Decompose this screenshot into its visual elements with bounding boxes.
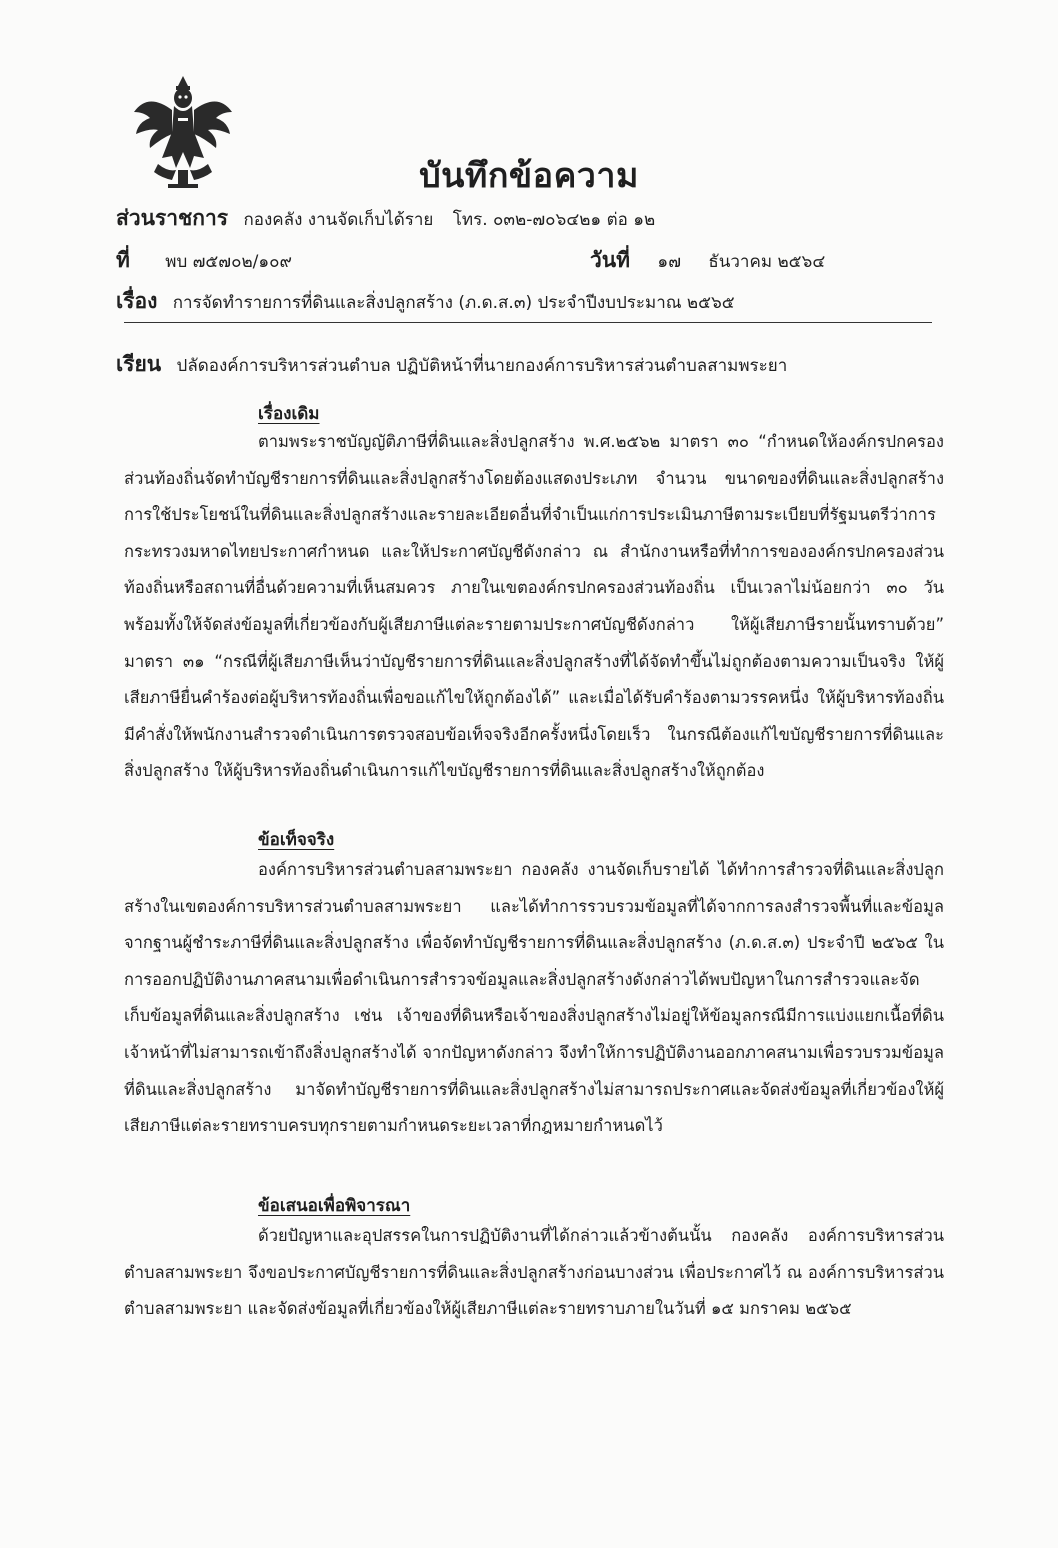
phone-value: โทร. ๐๓๒-๗๐๖๔๒๑ ต่อ ๑๒ [452,210,656,230]
salutation-value: ปลัดองค์การบริหารส่วนตำบล ปฏิบัติหน้าที่นายกองค์การบริหารส่วนตำบลสามพระยา [176,356,788,376]
date-month-year: ธันวาคม ๒๕๖๔ [708,252,826,272]
header-divider [124,322,932,323]
date-day: ๑๗ [657,252,681,272]
reference-label: ที่ [116,248,130,272]
salutation-label: เรียน [116,352,162,376]
section-heading-proposal: ข้อเสนอเพื่อพิจารณา [258,1196,411,1216]
subject-label: เรื่อง [116,289,158,313]
reference-row [116,244,306,277]
subject-row [116,285,735,318]
section-body-facts: องค์การบริหารส่วนตำบลสามพระยา กองคลัง งานจัดเก็บรายได้ ได้ทำการสำรวจที่ดินและสิ่งปลูกสร้างในเขตองค์การบริหารส่วนตำบลสามพระยา และได้ทำการรวบรวมข้อมูลที่ได้จากการลงสำรวจพื้นที่และข้อมูลจากฐานผู้ชำระภาษีที่ดินและสิ่งปลูกสร้าง เพื่อจัดทำบัญชีรายการที่ดินและสิ่งปลูกสร้าง (ภ.ด.ส.๓) ประจำปี ๒๕๖๕ ในการออกปฏิบัติงานภาคสนามเพื่อดำเนินการสำรวจข้อมูลและสิ่งปลูกสร้างดังกล่าวได้พบปัญหาในการสำรวจและจัดเก็บข้อมูลที่ดินและสิ่งปลูกสร้าง เช่น เจ้าของที่ดินหรือเจ้าของสิ่งปลูกสร้างไม่อยู่ให้ข้อมูลกรณีมีการแบ่งแยกเนื้อที่ดินเจ้าหน้าที่ไม่สามารถเข้าถึงสิ่งปลูกสร้างได้ จากปัญหาดังกล่าว จึงทำให้การปฏิบัติงานออกภาคสนามเพื่อรวบรวมข้อมูลที่ดินและสิ่งปลูกสร้าง มาจัดทำบัญชีรายการที่ดินและสิ่งปลูกสร้างไม่สามารถประกาศและจัดส่งข้อมูลที่เกี่ยวข้องให้ผู้เสียภาษีแต่ละรายทราบครบทุกรายตามกำหนดระยะเวลาที่กฎหมายกำหนดไว้ [124,860,944,1136]
section-heading-background: เรื่องเดิม [258,404,320,424]
department-label: ส่วนราชการ [116,206,229,230]
subject-value: การจัดทำรายการที่ดินและสิ่งปลูกสร้าง (ภ.ด.ส.๓) ประจำปีงบประมาณ ๒๕๖๕ [172,293,735,313]
salutation-row [116,348,787,381]
department-row [116,202,669,235]
department-value: กองคลัง งานจัดเก็บได้ราย [243,210,434,230]
memo-title: บันทึกข้อความ [419,156,639,196]
section-body-background: ตามพระราชบัญญัติภาษีที่ดินและสิ่งปลูกสร้าง พ.ศ.๒๕๖๒ มาตรา ๓๐ “กำหนดให้องค์กรปกครองส่วนท้องถิ่นจัดทำบัญชีรายการที่ดินและสิ่งปลูกสร้างโดยต้องแสดงประเภท จำนวน ขนาดของที่ดินและสิ่งปลูกสร้าง การใช้ประโยชน์ในที่ดินและสิ่งปลูกสร้างและรายละเอียดอื่นที่จำเป็นแก่การประเมินภาษีตามระเบียบที่รัฐมนตรีว่าการกระทรวงมหาดไทยประกาศกำหนด และให้ประกาศบัญชีดังกล่าว ณ สำนักงานหรือที่ทำการขององค์กรปกครองส่วนท้องถิ่นหรือสถานที่อื่นด้วยความที่เห็นสมควร ภายในเขตองค์กรปกครองส่วนท้องถิ่น เป็นเวลาไม่น้อยกว่า ๓๐ วัน พร้อมทั้งให้จัดส่งข้อมูลที่เกี่ยวข้องกับผู้เสียภาษีแต่ละรายตามประกาศบัญชีดังกล่าว ให้ผู้เสียภาษีรายนั้นทราบด้วย” มาตรา ๓๑ “กรณีที่ผู้เสียภาษีเห็นว่าบัญชีรายการที่ดินและสิ่งปลูกสร้างที่ได้จัดทำขึ้นไม่ถูกต้องตามความเป็นจริง ให้ผู้เสียภาษียื่นคำร้องต่อผู้บริหารท้องถิ่นเพื่อขอแก้ไขให้ถูกต้องได้” และเมื่อได้รับคำร้องตามวรรคหนึ่ง ให้ผู้บริหารท้องถิ่นมีคำสั่งให้พนักงานสำรวจดำเนินการตรวจสอบข้อเท็จจริงอีกครั้งหนึ่งโดยเร็ว ในกรณีต้องแก้ไขบัญชีรายการที่ดินและสิ่งปลูกสร้าง ให้ผู้บริหารท้องถิ่นดำเนินการแก้ไขบัญชีรายการที่ดินและสิ่งปลูกสร้างให้ถูกต้อง [124,432,944,781]
section-heading-facts: ข้อเท็จจริง [258,830,335,850]
date-row [590,244,825,277]
date-label: วันที่ [590,248,630,272]
reference-value: พบ ๗๕๗๐๒/๑๐๙ [165,252,293,272]
section-body-proposal: ด้วยปัญหาและอุปสรรคในการปฏิบัติงานที่ได้กล่าวแล้วข้างต้นนั้น กองคลัง องค์การบริหารส่วนตำบลสามพระยา จึงขอประกาศบัญชีรายการที่ดินและสิ่งปลูกสร้างก่อนบางส่วน เพื่อประกาศไว้ ณ องค์การบริหารส่วนตำบลสามพระยา และจัดส่งข้อมูลที่เกี่ยวข้องให้ผู้เสียภาษีแต่ละรายทราบภายในวันที่ ๑๕ มกราคม ๒๕๖๕ [124,1226,944,1319]
